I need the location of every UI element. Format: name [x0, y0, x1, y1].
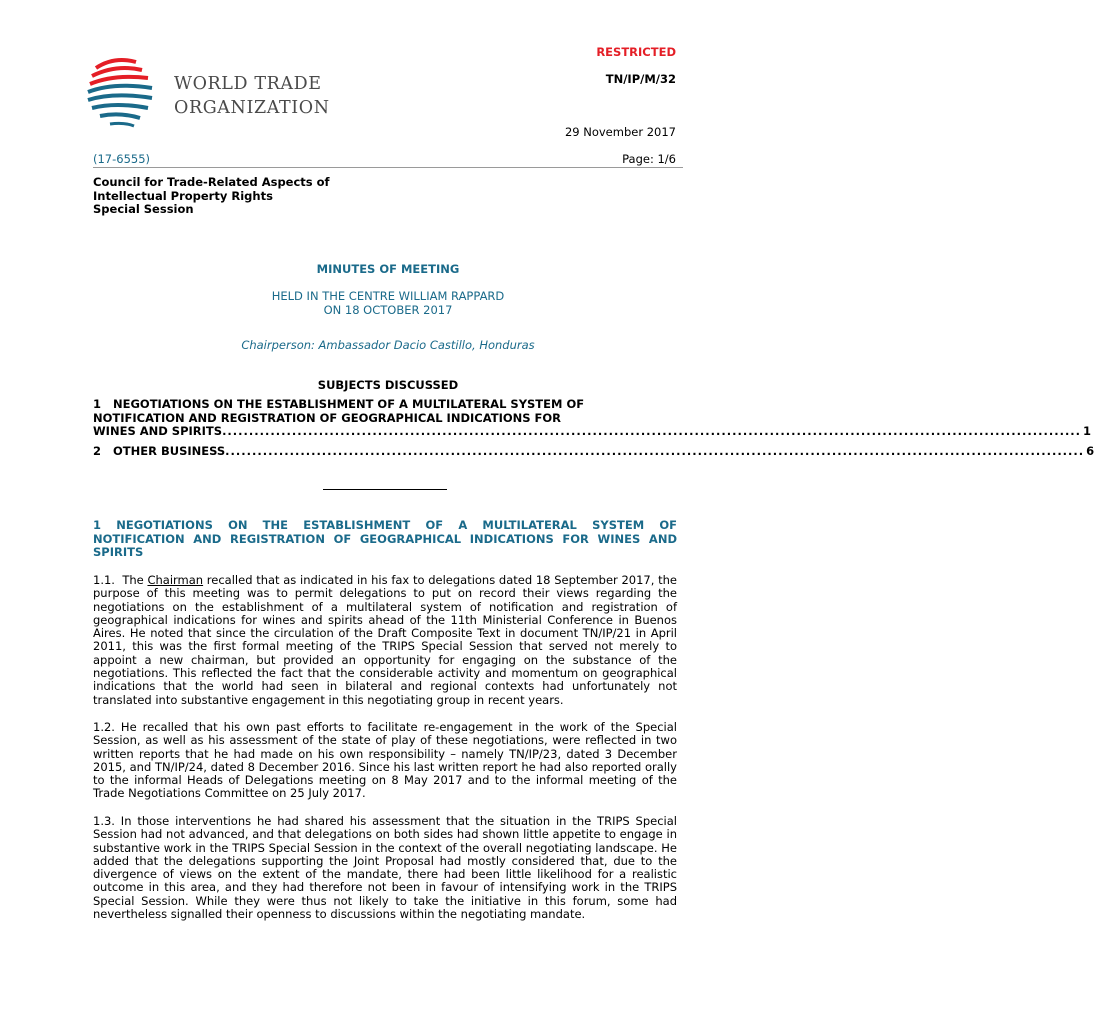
toc-item-last-line [93, 444, 1094, 459]
toc-leader-dots: ................................................................................................................................................................ [225, 444, 1085, 458]
section-heading: 1 NEGOTIATIONS ON THE ESTABLISHMENT OF A MULTILATERAL SYSTEM OF NOTIFICATION AND REGISTRATION OF GEOGRAPHICAL INDICATIONS FOR WINES AND SPIRITS [93, 518, 677, 559]
toc-item-label: WINES AND SPIRITS [93, 424, 223, 438]
paragraph-prefix: 1.1. The [93, 573, 148, 587]
paragraph-text: recalled that as indicated in his fax to delegations dated 18 September 2017, the purpose of this meeting was to permit delegations to put on record their views regarding the negotiations on the establishment of a multilateral system of notification and registration of geographical indications for wines and spirits ahead of the 11th Ministerial Conference in Buenos Aires. He noted that since the circulation of the Draft Composite Text in document TN/IP/21 in April 2011, this was the first formal meeting of the TRIPS Special Session that served not merely to appoint a new chairman, but provided an opportunity for engaging on the substance of the negotiations. This reflected the fact that the considerable activity and momentum on geographical indications that the world had seen in bilateral and regional contexts had unfortunately not translated into substantive engagement in this negotiating group in recent years. [93, 573, 677, 707]
chairperson: Chairperson: Ambassador Dacio Castillo, Honduras [241, 338, 535, 352]
body-title-line: Special Session [93, 202, 194, 216]
venue-line: HELD IN THE CENTRE WILLIAM RAPPARD [271, 289, 505, 303]
reference-number: (17-6555) [93, 152, 151, 166]
toc-item-label: 2 OTHER BUSINESS [93, 444, 226, 458]
logo-line-2: ORGANIZATION [174, 98, 330, 118]
toc-item-line: 1 NEGOTIATIONS ON THE ESTABLISHMENT OF A MULTILATERAL SYSTEM OF [93, 397, 585, 411]
paragraph-1-2: 1.2. He recalled that his own past efforts to facilitate re-engagement in the work of the Special Session, as well as his assessment of the state of play of these negotiations, were reflected in two written reports that he had made on his own responsibility – namely TN/IP/23, dated 3 December 2015, and TN/IP/24, dated 8 December 2016. Since his last written report he had also reported orally to the informal Heads of Delegations meeting on 8 May 2017 and to the informal meeting of the Trade Negotiations Committee on 25 July 2017. [93, 720, 677, 801]
toc-heading: SUBJECTS DISCUSSED [317, 378, 459, 392]
venue-line: ON 18 OCTOBER 2017 [323, 302, 453, 317]
page-indicator: Page: 1/6 [622, 152, 676, 166]
toc-leader-dots: ................................................................................................................................................................ [222, 424, 1082, 438]
wto-logo-text [174, 72, 330, 120]
paragraph-1-3: 1.3. In those interventions he had shared his assessment that the situation in the TRIPS Special Session had not advanced, and that delegations on both sides had shown little appetite to engage in substantive work in the TRIPS Special Session in the context of the overall negotiating landscape. He added that the delegations supporting the Joint Proposal had mostly considered that, due to the divergence of views on the extent of the mandate, there had been little likelihood for a realistic outcome in this area, and they had therefore not been in favour of intensifying work in the TRIPS Special Session. While they were thus not likely to take the initiative in this forum, some had nevertheless signalled their openness to discussions within the negotiating mandate. [93, 814, 677, 922]
classification-label: RESTRICTED [596, 45, 676, 59]
toc-item-last-line [93, 424, 1092, 439]
section-separator [323, 489, 447, 490]
header-divider [93, 167, 683, 168]
toc-item-1[interactable] [93, 397, 1092, 439]
toc-page-number: 6 [1086, 444, 1094, 458]
minutes-heading: MINUTES OF MEETING [316, 262, 460, 276]
logo-line-1: WORLD TRADE [174, 74, 322, 94]
body-title-line: Intellectual Property Rights [93, 188, 273, 203]
document-date: 29 November 2017 [564, 125, 676, 139]
body-title-line: Council for Trade-Related Aspects of [93, 175, 330, 189]
toc-item-line: NOTIFICATION AND REGISTRATION OF GEOGRAPHICAL INDICATIONS FOR [93, 410, 562, 425]
body-title [93, 176, 330, 217]
chairman-link[interactable]: Chairman [147, 573, 204, 587]
toc-item-2[interactable] [93, 444, 1094, 459]
toc-page-number: 1 [1083, 424, 1092, 438]
document-symbol: TN/IP/M/32 [605, 72, 676, 86]
wto-logo-icon [84, 56, 174, 128]
paragraph-1-1 [93, 574, 677, 707]
meeting-venue [93, 290, 683, 317]
